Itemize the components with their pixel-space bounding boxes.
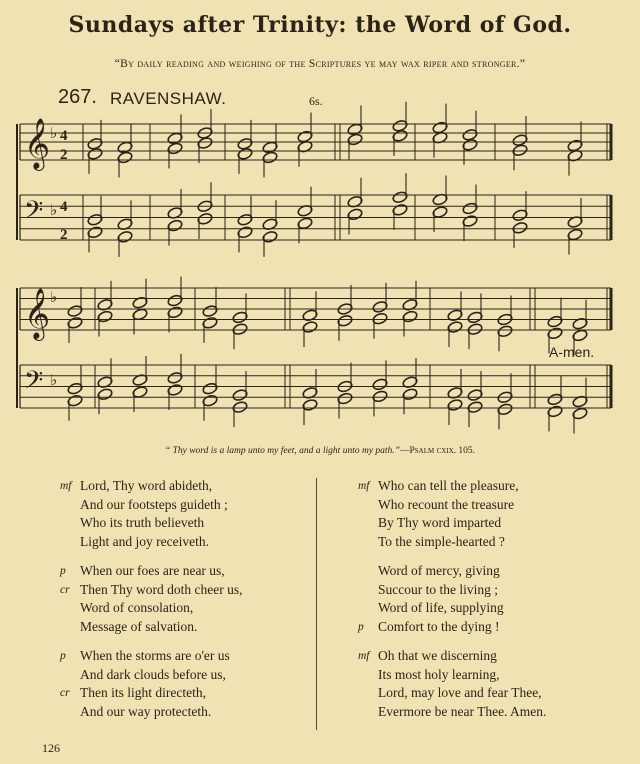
verse-line [58, 562, 242, 581]
verse-line [58, 666, 242, 685]
treble-clef: 𝄞 [24, 288, 51, 339]
verse-line [58, 533, 242, 552]
stanza [58, 477, 242, 551]
verses-right-column [356, 477, 546, 732]
verse-text: To the simple-hearted ? [378, 533, 505, 549]
stanza [356, 477, 546, 551]
verse-line [356, 618, 546, 637]
bass-clef: 𝄢 [24, 196, 44, 231]
verse-text: Message of salvation. [80, 618, 198, 634]
stanza [58, 647, 242, 721]
scripture-source: —Psalm cxix. 105. [399, 446, 476, 456]
hymn-tune-name: RAVENSHAW. [110, 89, 227, 108]
verse-text: Then its light directeth, [80, 685, 206, 700]
verse-text: Who can tell the pleasure, [378, 478, 519, 493]
page-number: 126 [42, 741, 60, 755]
verse-line [356, 562, 546, 581]
dynamic-marking: cr [60, 583, 70, 596]
page-header: Sundays after Trinity: the Word of God. [68, 12, 572, 38]
stanza [58, 562, 242, 636]
verse-text: Word of mercy, giving [378, 563, 500, 578]
time-signature: 2 [60, 147, 68, 163]
verse-text: Succour to the living ; [378, 581, 498, 597]
verse-line [356, 599, 546, 618]
stanza [356, 647, 546, 721]
verse-line [58, 703, 242, 722]
hymn-meter: 6s. [309, 94, 323, 108]
verse-line [356, 514, 546, 533]
verse-line [58, 514, 242, 533]
verse-text: Who recount the treasure [378, 496, 515, 512]
flat-key-signature: ♭ [50, 201, 58, 219]
column-divider [316, 478, 317, 730]
verse-text: When our foes are near us, [80, 563, 225, 578]
dynamic-marking: cr [60, 687, 70, 699]
flat-key-signature: ♭ [50, 124, 58, 142]
amen-label: A-men. [549, 344, 595, 360]
verse-line [58, 496, 242, 515]
verse-text: Then Thy word doth cheer us, [80, 581, 243, 597]
flat-key-signature: ♭ [50, 288, 58, 306]
dynamic-marking: p [60, 565, 66, 577]
flat-key-signature: ♭ [50, 371, 58, 389]
dynamic-marking: mf [358, 480, 370, 492]
scripture-quote [0, 446, 640, 456]
verse-line [58, 618, 242, 637]
stanza [356, 562, 546, 636]
verse-line [58, 477, 242, 496]
verse-text: Word of life, supplying [378, 600, 504, 615]
time-signature: 4 [60, 199, 68, 215]
verse-text: Word of consolation, [80, 600, 194, 615]
hymn-number: 267. [58, 86, 97, 108]
verse-text: And our way protecteth. [80, 703, 212, 719]
verse-line [356, 666, 546, 685]
verse-text: And our footsteps guideth ; [80, 496, 228, 512]
verse-text: Comfort to the dying ! [378, 618, 500, 634]
verses-left-column [58, 477, 242, 732]
epigraph: “By daily reading and weighing of the Scriptures ye may wax riper and stronger.” [114, 58, 526, 70]
treble-clef: 𝄞 [24, 118, 51, 169]
dynamic-marking: p [60, 650, 66, 662]
dynamic-marking: mf [358, 650, 370, 662]
verse-text: And dark clouds before us, [80, 666, 226, 682]
verse-line [356, 533, 546, 552]
verse-line [356, 477, 546, 496]
verse-text: Lord, Thy word abideth, [80, 478, 213, 493]
time-signature: 4 [60, 128, 68, 144]
verse-line [58, 599, 242, 618]
verse-line [356, 647, 546, 666]
verse-line [356, 684, 546, 703]
verse-text: Oh that we discerning [378, 648, 497, 663]
dynamic-marking: p [358, 620, 364, 633]
verse-line [356, 496, 546, 515]
verse-text: Who its truth believeth [80, 515, 205, 530]
verse-line [58, 581, 242, 600]
verse-text: Evermore be near Thee. Amen. [378, 703, 547, 719]
verse-line [356, 703, 546, 722]
verse-line [356, 581, 546, 600]
verse-text: When the storms are o'er us [80, 648, 230, 663]
verse-line [58, 684, 242, 703]
dynamic-marking: mf [60, 480, 72, 492]
bass-clef: 𝄢 [24, 366, 44, 401]
verse-text: Its most holy learning, [378, 666, 500, 682]
verse-text: Lord, may love and fear Thee, [378, 685, 542, 700]
time-signature: 2 [60, 227, 68, 243]
scripture-text: “ Thy word is a lamp unto my feet, and a light unto my path.” [164, 446, 400, 456]
verse-line [58, 647, 242, 666]
verse-text: Light and joy receiveth. [80, 533, 209, 549]
verse-text: By Thy word imparted [378, 515, 502, 530]
